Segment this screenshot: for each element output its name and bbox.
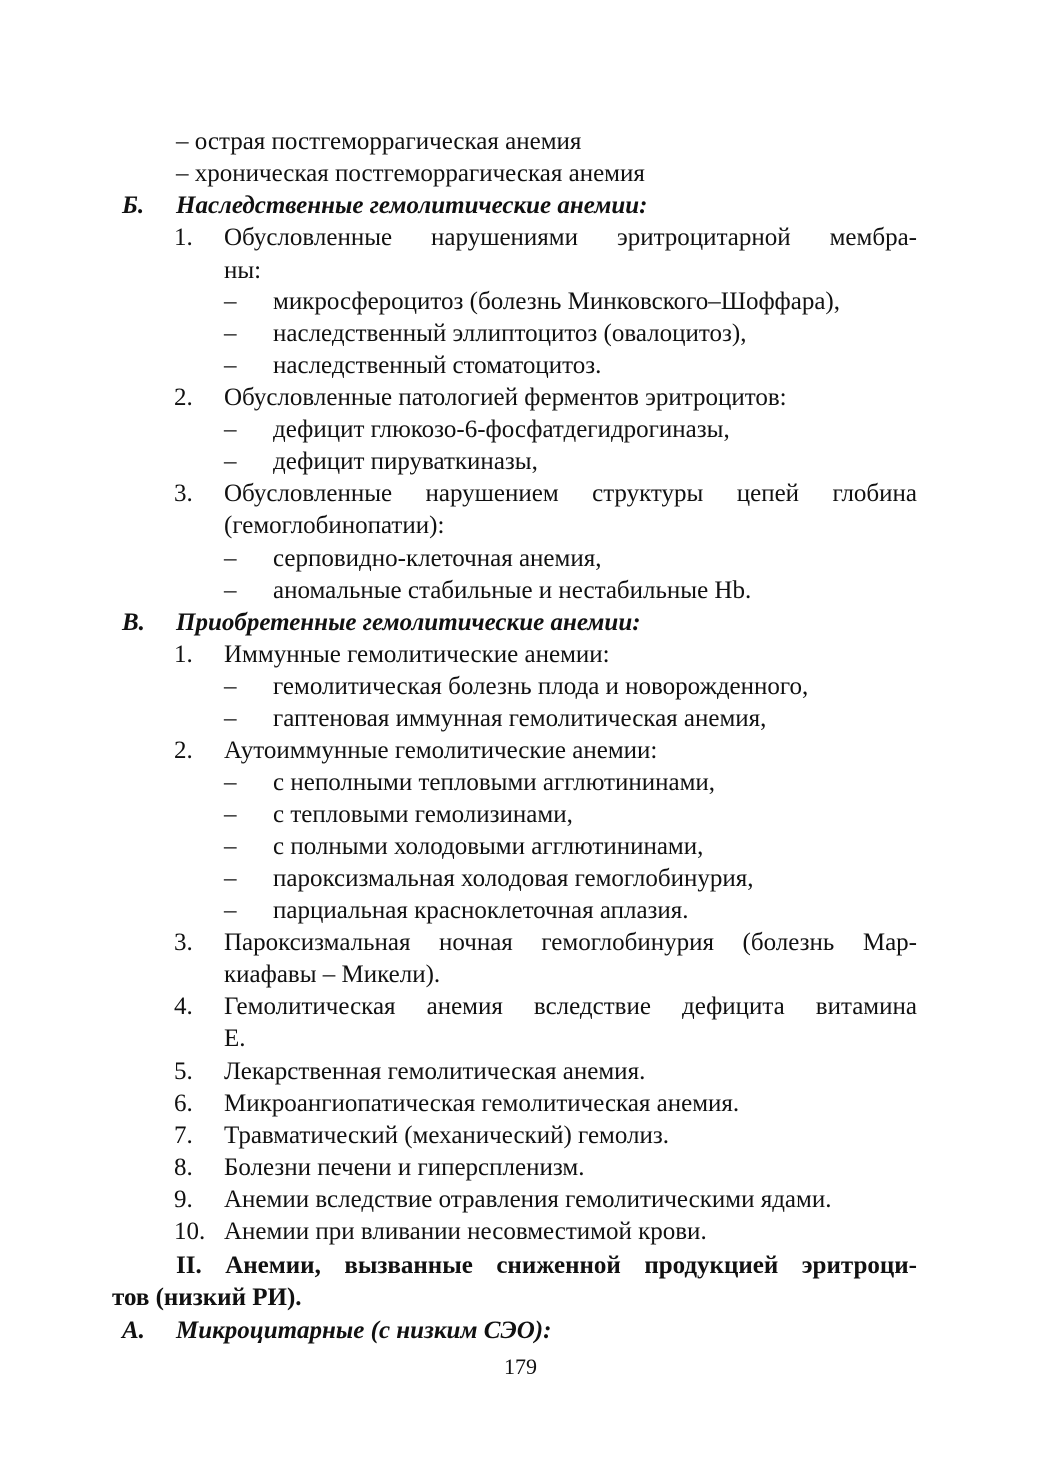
line-text: серповидно-клеточная анемия,: [273, 545, 602, 572]
line-label: 2.: [174, 384, 193, 411]
line-label: 3.: [174, 480, 193, 507]
line-text: Иммунные гемолитические анемии:: [224, 641, 610, 668]
line-label: 7.: [174, 1122, 193, 1149]
line-label: 1.: [174, 641, 193, 668]
line-label: –: [224, 865, 237, 892]
line-text: Приобретенные гемолитические анемии:: [176, 609, 641, 636]
line-text: наследственный стоматоцитоз.: [273, 352, 602, 379]
line-text: Анемии вследствие отравления гемолитическими ядами.: [224, 1186, 832, 1213]
line-text: Аутоиммунные гемолитические анемии:: [224, 737, 658, 764]
line-text: Обусловленные нарушениями эритроцитарной мембра-: [224, 224, 917, 251]
line-text: с полными холодовыми агглютининами,: [273, 833, 704, 860]
line-label: 2.: [174, 737, 193, 764]
line-label: 10.: [174, 1218, 206, 1245]
line-text: с тепловыми гемолизинами,: [273, 801, 573, 828]
line-label: Б.: [122, 192, 145, 219]
line-label: –: [224, 833, 237, 860]
line-text: Травматический (механический) гемолиз.: [224, 1122, 670, 1149]
line-text: Гемолитическая анемия вследствие дефицита витамина: [224, 993, 917, 1020]
line-label: 5.: [174, 1058, 193, 1085]
line-text: с неполными тепловыми агглютининами,: [273, 769, 716, 796]
line-label: –: [224, 897, 237, 924]
page-number: 179: [504, 1354, 537, 1379]
line-text: Обусловленные патологией ферментов эритроцитов:: [224, 384, 787, 411]
line-text: Анемии при вливании несовместимой крови.: [224, 1218, 707, 1245]
line-text: II. Анемии, вызванные сниженной продукцией эритроци-: [176, 1252, 917, 1279]
line-label: –: [224, 320, 237, 347]
line-label: –: [224, 801, 237, 828]
line-text: – хроническая постгеморрагическая анемия: [176, 160, 645, 187]
line-label: –: [224, 705, 237, 732]
line-text: тов (низкий РИ).: [112, 1284, 302, 1311]
line-text: парциальная красноклеточная аплазия.: [273, 897, 689, 924]
line-text: Е.: [224, 1025, 246, 1052]
line-label: 9.: [174, 1186, 193, 1213]
line-label: А.: [122, 1317, 145, 1344]
line-text: дефицит пируваткиназы,: [273, 448, 538, 475]
line-label: 4.: [174, 993, 193, 1020]
line-label: –: [224, 769, 237, 796]
line-label: 1.: [174, 224, 193, 251]
line-text: Пароксизмальная ночная гемоглобинурия (болезнь Мар-: [224, 929, 917, 956]
line-label: В.: [122, 609, 145, 636]
line-label: –: [224, 577, 237, 604]
line-label: 8.: [174, 1154, 193, 1181]
line-text: (гемоглобинопатии):: [224, 512, 445, 539]
line-text: Микроангиопатическая гемолитическая анемия.: [224, 1090, 740, 1117]
line-label: –: [224, 352, 237, 379]
line-text: гаптеновая иммунная гемолитическая анемия,: [273, 705, 767, 732]
line-text: Лекарственная гемолитическая анемия.: [224, 1058, 646, 1085]
line-label: –: [224, 288, 237, 315]
line-text: наследственный эллиптоцитоз (овалоцитоз),: [273, 320, 747, 347]
line-text: Наследственные гемолитические анемии:: [176, 192, 648, 219]
line-text: дефицит глюкозо-6-фосфатдегидрогиназы,: [273, 416, 730, 443]
line-text: гемолитическая болезнь плода и новорожденного,: [273, 673, 809, 700]
line-text: – острая постгеморрагическая анемия: [176, 128, 582, 155]
line-label: –: [224, 673, 237, 700]
line-text: микросфероцитоз (болезнь Минковского–Шоффара),: [273, 288, 841, 315]
line-text: пароксизмальная холодовая гемоглобинурия,: [273, 865, 754, 892]
line-label: 6.: [174, 1090, 193, 1117]
line-label: –: [224, 545, 237, 572]
line-label: –: [224, 416, 237, 443]
line-label: –: [224, 448, 237, 475]
line-label: 3.: [174, 929, 193, 956]
line-text: аномальные стабильные и нестабильные Hb.: [273, 577, 752, 604]
line-text: Болезни печени и гиперспленизм.: [224, 1154, 585, 1181]
line-text: киафавы – Микели).: [224, 961, 441, 988]
line-text: Обусловленные нарушением структуры цепей глобина: [224, 480, 917, 507]
line-text: ны:: [224, 257, 262, 284]
line-text: Микроцитарные (с низким СЭО):: [176, 1317, 552, 1344]
